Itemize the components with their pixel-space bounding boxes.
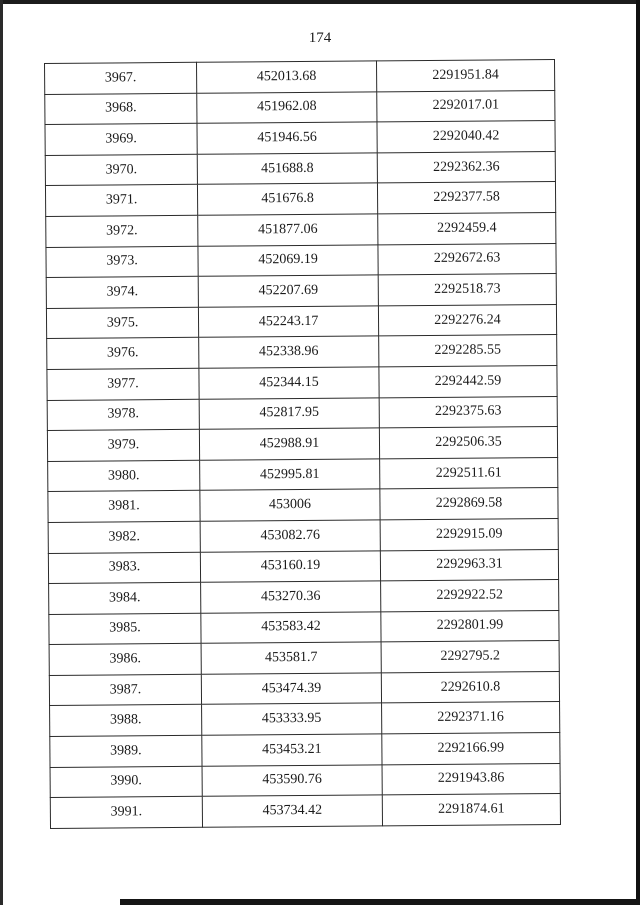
y-coordinate-cell: 2292672.63	[378, 243, 556, 275]
table-row	[46, 304, 556, 339]
table-row	[47, 365, 557, 400]
point-number-cell: 3973.	[46, 246, 198, 278]
x-coordinate-cell: 452988.91	[199, 428, 379, 460]
point-number-cell: 3972.	[46, 215, 198, 247]
x-coordinate-cell: 451962.08	[197, 91, 377, 123]
y-coordinate-cell: 2292610.8	[381, 671, 559, 703]
point-number-cell: 3968.	[45, 93, 197, 125]
coordinates-table-container	[44, 59, 560, 829]
point-number-cell: 3986.	[49, 644, 201, 676]
point-number-cell: 3981.	[48, 491, 200, 523]
y-coordinate-cell: 2292371.16	[382, 702, 560, 734]
page-number: 174	[308, 30, 332, 46]
y-coordinate-cell: 2292518.73	[378, 274, 556, 306]
table-row	[49, 610, 559, 645]
table-row	[47, 396, 557, 431]
point-number-cell: 3970.	[45, 154, 197, 186]
point-number-cell: 3978.	[47, 399, 199, 431]
point-number-cell: 3971.	[45, 185, 197, 217]
scan-border-left	[0, 0, 3, 905]
y-coordinate-cell: 2292922.52	[381, 580, 559, 612]
x-coordinate-cell: 451688.8	[197, 153, 377, 185]
point-number-cell: 3983.	[48, 552, 200, 584]
y-coordinate-cell: 2292963.31	[380, 549, 558, 581]
table-row	[50, 702, 560, 737]
x-coordinate-cell: 453333.95	[202, 703, 382, 735]
x-coordinate-cell: 453590.76	[202, 765, 382, 797]
x-coordinate-cell: 452817.95	[199, 397, 379, 429]
y-coordinate-cell: 2291951.84	[376, 59, 554, 91]
table-row	[49, 580, 559, 615]
y-coordinate-cell: 2292276.24	[378, 304, 556, 336]
table-row	[49, 641, 559, 676]
x-coordinate-cell: 453583.42	[201, 612, 381, 644]
x-coordinate-cell: 453006	[200, 489, 380, 521]
table-row	[49, 671, 559, 706]
coordinates-table	[44, 59, 561, 829]
scan-border-top	[0, 0, 640, 4]
table-row	[48, 488, 558, 523]
y-coordinate-cell: 2292285.55	[379, 335, 557, 367]
y-coordinate-cell: 2292506.35	[379, 427, 557, 459]
table-row	[50, 733, 560, 768]
x-coordinate-cell: 453082.76	[200, 520, 380, 552]
x-coordinate-cell: 453474.39	[201, 673, 381, 705]
table-row	[47, 427, 557, 462]
point-number-cell: 3976.	[47, 338, 199, 370]
point-number-cell: 3969.	[45, 123, 197, 155]
table-row	[46, 274, 556, 309]
x-coordinate-cell: 452069.19	[198, 244, 378, 276]
table-row	[50, 794, 560, 829]
point-number-cell: 3980.	[48, 460, 200, 492]
y-coordinate-cell: 2292442.59	[379, 365, 557, 397]
x-coordinate-cell: 452243.17	[198, 306, 378, 338]
coordinates-table-body	[45, 59, 561, 828]
x-coordinate-cell: 451676.8	[197, 183, 377, 215]
y-coordinate-cell: 2292166.99	[382, 733, 560, 765]
y-coordinate-cell: 2292377.58	[377, 182, 555, 214]
x-coordinate-cell: 451946.56	[197, 122, 377, 154]
x-coordinate-cell: 452338.96	[199, 336, 379, 368]
point-number-cell: 3975.	[46, 307, 198, 339]
table-row	[45, 151, 555, 186]
table-row	[46, 212, 556, 247]
y-coordinate-cell: 2292801.99	[381, 610, 559, 642]
table-row	[45, 90, 555, 125]
x-coordinate-cell: 453270.36	[201, 581, 381, 613]
point-number-cell: 3977.	[47, 368, 199, 400]
x-coordinate-cell: 453453.21	[202, 734, 382, 766]
point-number-cell: 3967.	[45, 62, 197, 94]
y-coordinate-cell: 2292795.2	[381, 641, 559, 673]
point-number-cell: 3982.	[48, 521, 200, 553]
point-number-cell: 3987.	[49, 674, 201, 706]
y-coordinate-cell: 2292040.42	[377, 121, 555, 153]
y-coordinate-cell: 2292017.01	[377, 90, 555, 122]
y-coordinate-cell: 2291943.86	[382, 763, 560, 795]
point-number-cell: 3974.	[46, 276, 198, 308]
y-coordinate-cell: 2291874.61	[382, 794, 560, 826]
x-coordinate-cell: 452995.81	[200, 459, 380, 491]
y-coordinate-cell: 2292362.36	[377, 151, 555, 183]
table-row	[47, 335, 557, 370]
y-coordinate-cell: 2292915.09	[380, 518, 558, 550]
point-number-cell: 3984.	[49, 582, 201, 614]
point-number-cell: 3991.	[50, 797, 202, 829]
y-coordinate-cell: 2292511.61	[380, 457, 558, 489]
point-number-cell: 3985.	[49, 613, 201, 645]
point-number-cell: 3979.	[47, 429, 199, 461]
x-coordinate-cell: 452344.15	[199, 367, 379, 399]
point-number-cell: 3988.	[50, 705, 202, 737]
y-coordinate-cell: 2292869.58	[380, 488, 558, 520]
table-row	[48, 549, 558, 584]
point-number-cell: 3990.	[50, 766, 202, 798]
table-row	[45, 182, 555, 217]
table-row	[50, 763, 560, 798]
x-coordinate-cell: 453734.42	[202, 795, 382, 827]
x-coordinate-cell: 452207.69	[198, 275, 378, 307]
y-coordinate-cell: 2292459.4	[378, 212, 556, 244]
table-row	[48, 518, 558, 553]
table-row	[46, 243, 556, 278]
table-row	[45, 121, 555, 156]
x-coordinate-cell: 451877.06	[198, 214, 378, 246]
table-row	[48, 457, 558, 492]
x-coordinate-cell: 453160.19	[200, 550, 380, 582]
x-coordinate-cell: 452013.68	[196, 61, 376, 93]
scan-border-right	[636, 0, 640, 905]
y-coordinate-cell: 2292375.63	[379, 396, 557, 428]
table-row	[45, 59, 555, 94]
x-coordinate-cell: 453581.7	[201, 642, 381, 674]
point-number-cell: 3989.	[50, 735, 202, 767]
scan-border-bottom	[120, 899, 640, 905]
